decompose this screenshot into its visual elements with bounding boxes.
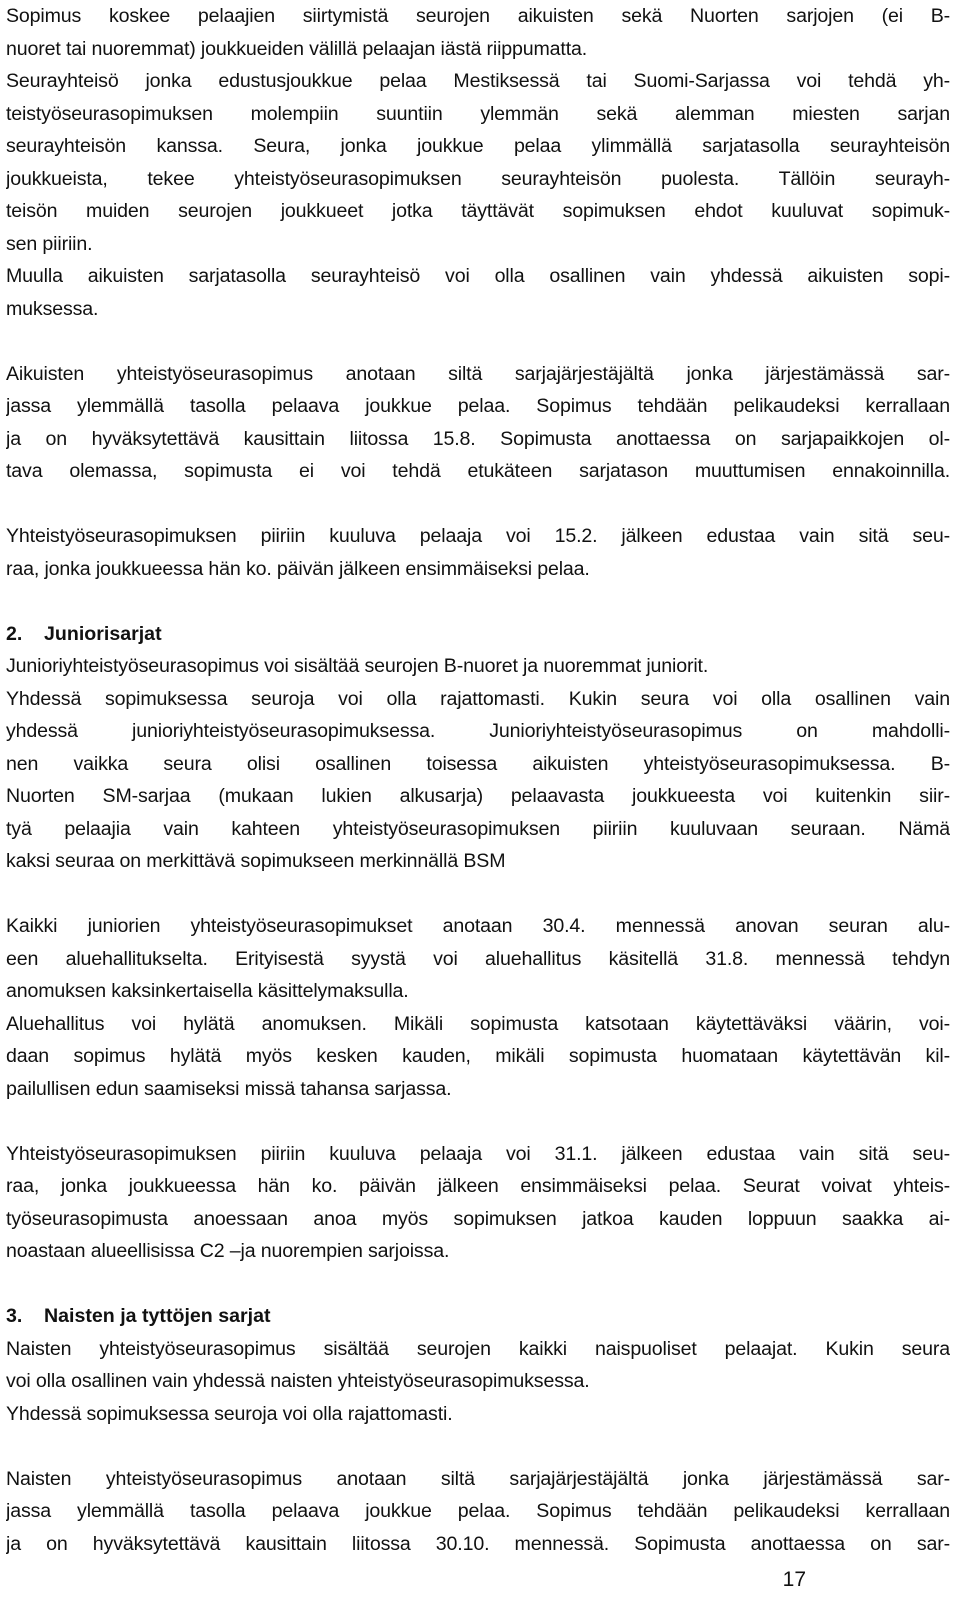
text-line: sen piiriin. bbox=[6, 232, 93, 255]
text-line: teisön muiden seurojen joukkueet jotka täyttävät sopimuksen ehdot kuuluvat sopimuk- bbox=[6, 200, 950, 222]
text-line: jassa ylemmällä tasolla pelaava joukkue pelaa. Sopimus tehdään pelikaudeksi kerrallaan bbox=[6, 395, 950, 417]
section-heading bbox=[6, 618, 950, 651]
text-line: Junioriyhteistyöseurasopimus voi sisältää seurojen B-nuoret ja nuoremmat juniorit. bbox=[6, 655, 709, 677]
text-line: raa, jonka joukkueessa hän ko. päivän jälkeen ensimmäiseksi pelaa. bbox=[6, 557, 590, 580]
section-title: Naisten ja tyttöjen sarjat bbox=[44, 1305, 271, 1327]
paragraph-gap bbox=[6, 1268, 950, 1301]
text-line: Yhteistyöseurasopimuksen piiriin kuuluva pelaaja voi 31.1. jälkeen edustaa vain sitä seu- bbox=[6, 1142, 950, 1165]
text-line: muksessa. bbox=[6, 297, 99, 320]
text-line: anomuksen kaksinkertaisella käsittelymaksulla. bbox=[6, 980, 409, 1002]
paragraph-gap bbox=[6, 878, 950, 911]
section-number: 3. bbox=[6, 1305, 23, 1327]
text-line: Sopimus koskee pelaajien siirtymistä seurojen aikuisten sekä Nuorten sarjojen (ei B- bbox=[6, 5, 950, 27]
text-line: seurayhteisön kanssa. Seura, jonka joukkue pelaa ylimmällä sarjatasolla seurayhteisön bbox=[6, 135, 950, 157]
text-line: tyä pelaajia vain kahteen yhteistyöseurasopimuksen piiriin kuuluvaan seuraan. Nämä bbox=[6, 817, 950, 840]
text-line: kaksi seuraa on merkittävä sopimukseen merkinnällä BSM bbox=[6, 850, 506, 872]
text-line: teistyöseurasopimuksen molempiin suuntiin ylemmän sekä alemman miesten sarjan bbox=[6, 102, 950, 125]
paragraph-gap bbox=[6, 1430, 950, 1463]
section-heading bbox=[6, 1300, 950, 1333]
text-line: Seurayhteisö jonka edustusjoukkue pelaa Mestiksessä tai Suomi-Sarjassa voi tehdä yh- bbox=[6, 70, 950, 92]
text-line: pailullisen edun saamiseksi missä tahansa sarjassa. bbox=[6, 1077, 452, 1100]
text-line: ja on hyväksytettävä kausittain liitossa 30.10. mennessä. Sopimusta anottaessa on sar- bbox=[6, 1532, 950, 1555]
text-line: noastaan alueellisissa C2 –ja nuorempien sarjoissa. bbox=[6, 1240, 450, 1262]
text-line: Nuorten SM-sarjaa (mukaan lukien alkusarja) pelaavasta joukkueesta voi kuitenkin siir- bbox=[6, 785, 950, 807]
paragraph-gap bbox=[6, 325, 950, 358]
section-title: Juniorisarjat bbox=[44, 622, 162, 645]
text-line: ja on hyväksytettävä kausittain liitossa 15.8. Sopimusta anottaessa on sarjapaikkojen ol- bbox=[6, 427, 950, 450]
paragraph-gap bbox=[6, 585, 950, 618]
paragraph-gap bbox=[6, 488, 950, 521]
text-line: Aikuisten yhteistyöseurasopimus anotaan siltä sarjajärjestäjältä jonka järjestämässä sar- bbox=[6, 362, 950, 385]
text-line: raa, jonka joukkueessa hän ko. päivän jälkeen ensimmäiseksi pelaa. Seurat voivat yhteis- bbox=[6, 1175, 950, 1197]
text-line: Naisten yhteistyöseurasopimus sisältää seurojen kaikki naispuoliset pelaajat. Kukin seura bbox=[6, 1337, 950, 1360]
text-line: nen vaikka seura olisi osallinen toisessa aikuisten yhteistyöseurasopimuksessa. B- bbox=[6, 752, 950, 775]
text-line: joukkueista, tekee yhteistyöseurasopimuksen seurayhteisön puolesta. Tällöin seurayh- bbox=[6, 167, 950, 190]
text-line: tava olemassa, sopimusta ei voi tehdä etukäteen sarjatason muuttumisen ennakoinnilla. bbox=[6, 460, 950, 482]
text-line: nuoret tai nuoremmat) joukkueiden välillä pelaajan iästä riippumatta. bbox=[6, 37, 588, 60]
text-line: työseurasopimusta anoessaan anoa myös sopimuksen jatkoa kauden loppuun saakka ai- bbox=[6, 1207, 950, 1230]
text-line: daan sopimus hylätä myös kesken kauden, mikäli sopimusta huomataan käytettävän kil- bbox=[6, 1045, 950, 1067]
text-line: Muulla aikuisten sarjatasolla seurayhteisö voi olla osallinen vain yhdessä aikuisten sopi- bbox=[6, 265, 950, 287]
section-number: 2. bbox=[6, 622, 23, 645]
text-line: Yhdessä sopimuksessa seuroja voi olla rajattomasti. Kukin seura voi olla osallinen vain bbox=[6, 687, 950, 710]
text-line: yhdessä junioriyhteistyöseurasopimuksessa. Junioriyhteistyöseurasopimus on mahdolli- bbox=[6, 720, 950, 742]
paragraph-gap bbox=[6, 1105, 950, 1138]
text-line: Aluehallitus voi hylätä anomuksen. Mikäli sopimusta katsotaan käytettäväksi väärin, voi- bbox=[6, 1012, 950, 1035]
text-line: Kaikki juniorien yhteistyöseurasopimukset anotaan 30.4. mennessä anovan seuran alu- bbox=[6, 915, 950, 937]
document-body bbox=[6, 0, 950, 1560]
text-line: Naisten yhteistyöseurasopimus anotaan siltä sarjajärjestäjältä jonka järjestämässä sar- bbox=[6, 1467, 950, 1490]
text-line: Yhdessä sopimuksessa seuroja voi olla rajattomasti. bbox=[6, 1402, 453, 1425]
text-line: jassa ylemmällä tasolla pelaava joukkue pelaa. Sopimus tehdään pelikaudeksi kerrallaan bbox=[6, 1500, 950, 1522]
text-line: voi olla osallinen vain yhdessä naisten yhteistyöseurasopimuksessa. bbox=[6, 1370, 590, 1392]
page-number: 17 bbox=[782, 1568, 806, 1591]
text-line: een aluehallitukselta. Erityisestä syystä voi aluehallitus käsitellä 31.8. mennessä tehdyn bbox=[6, 947, 950, 970]
text-line: Yhteistyöseurasopimuksen piiriin kuuluva pelaaja voi 15.2. jälkeen edustaa vain sitä seu- bbox=[6, 525, 950, 547]
